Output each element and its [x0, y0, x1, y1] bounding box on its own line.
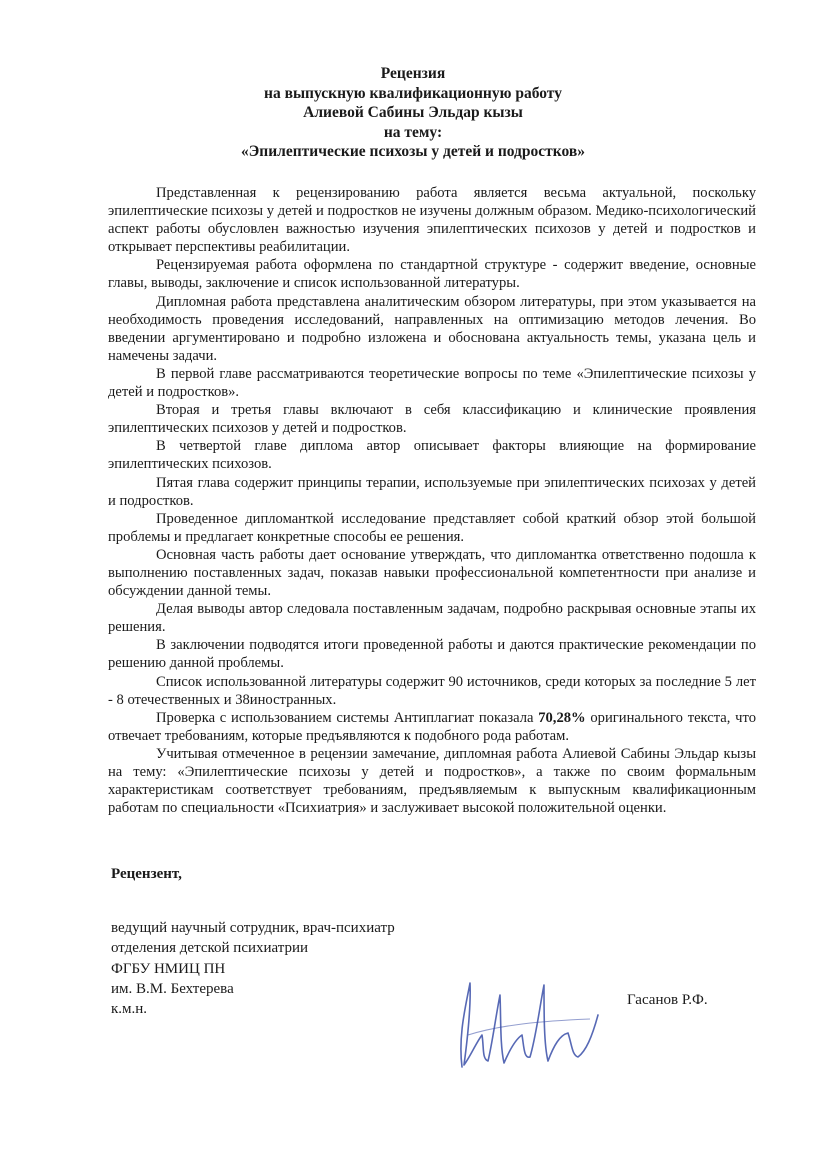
paragraph: Рецензируемая работа оформлена по стандартной структуре - содержит введение, основные главы, выводы, заключение и список использованной литературы.	[108, 257, 756, 292]
document-header	[0, 64, 826, 162]
paragraph: Делая выводы автор следовала поставленным задачам, подробно раскрывая основные этапы их решения.	[108, 601, 756, 636]
document-title: Рецензия	[380, 65, 446, 82]
plagiarism-paragraph	[108, 709, 756, 745]
paragraph: Список использованной литературы содержит 90 источников, среди которых за последние 5 лет - 8 отечественных и 38иностранных.	[108, 673, 756, 708]
paragraph: Пятая глава содержит принципы терапии, используемые при эпилептических психозах у детей и подростков.	[108, 474, 756, 509]
reviewer-department: отделения детской психиатрии	[111, 940, 309, 957]
reviewer-name: Гасанов Р.Ф.	[627, 992, 708, 1008]
reviewer-institution-name: им. В.М. Бехтерева	[111, 980, 234, 997]
paragraph: В первой главе рассматриваются теоретические вопросы по теме «Эпилептические психозы у детей и подростков».	[108, 365, 756, 401]
plagiarism-text-before: Проверка с использованием системы Антиплагиат показала	[156, 709, 539, 726]
reviewer-title: Рецензент,	[111, 866, 182, 882]
paragraph: В четвертой главе диплома автор описывает факторы влияющие на формирование эпилептических психозов.	[108, 438, 756, 473]
reviewer-degree: к.м.н.	[111, 1001, 148, 1018]
topic-label: на тему:	[383, 123, 443, 141]
originality-percent: 70,28%	[538, 709, 586, 726]
paragraph: В заключении подводятся итоги проведенной работы и даются практические рекомендации по решению данной проблемы.	[108, 637, 756, 672]
reviewer-credentials	[111, 918, 395, 1019]
paragraph: Вторая и третья главы включают в себя классификацию и клинические проявления эпилептических психозов у детей и подростков.	[108, 402, 756, 437]
document-subtitle: на выпускную квалификационную работу	[264, 84, 562, 102]
conclusion-paragraph: Учитывая отмеченное в рецензии замечание, дипломная работа Алиевой Сабины Эльдар кызы на тему: «Эпилептические психозы у детей и подростков», а также по своим формальным характеристикам соответствует требованиям, предъявляемым к выпускным квалификационным работам по специальности «Психиатрия» и заслуживает высокой положительной оценки.	[108, 745, 756, 817]
paragraph: Основная часть работы дает основание утверждать, что дипломантка ответственно подошла к выполнению поставленных задач, показав навыки профессиональной компетентности при анализе и обсуждении данной темы.	[108, 546, 756, 600]
handwritten-signature	[440, 975, 610, 1075]
paragraph: Проведенное дипломанткой исследование представляет собой краткий обзор этой большой проблемы и предлагает конкретные способы ее решения.	[108, 510, 756, 545]
topic-title: «Эпилептические психозы у детей и подростков»	[241, 143, 585, 160]
reviewer-institution: ФГБУ НМИЦ ПН	[111, 960, 226, 977]
reviewer-position: ведущий научный сотрудник, врач-психиатр	[111, 920, 395, 936]
student-name: Алиевой Сабины Эльдар кызы	[303, 104, 523, 121]
plagiarism-text-after: оригинального текста, что отвечает требованиям, которые предъявляются к подобного рода работам.	[108, 709, 756, 744]
paragraph: Представленная к рецензированию работа является весьма актуальной, поскольку эпилептические психозы у детей и подростков не изучены должным образом. Медико-психологический аспект работы обусловлен важностью изучения эпилептических психозов у детей и подростков и открывает перспективы реабилитации.	[108, 185, 756, 256]
paragraph: Дипломная работа представлена аналитическим обзором литературы, при этом указывается на необходимость проведения исследований, направленных на оптимизацию методов лечения. Во введении аргументировано и подробно изложена и обоснована актуальность темы, указана цель и намечены задачи.	[108, 293, 756, 364]
review-body	[108, 184, 756, 817]
